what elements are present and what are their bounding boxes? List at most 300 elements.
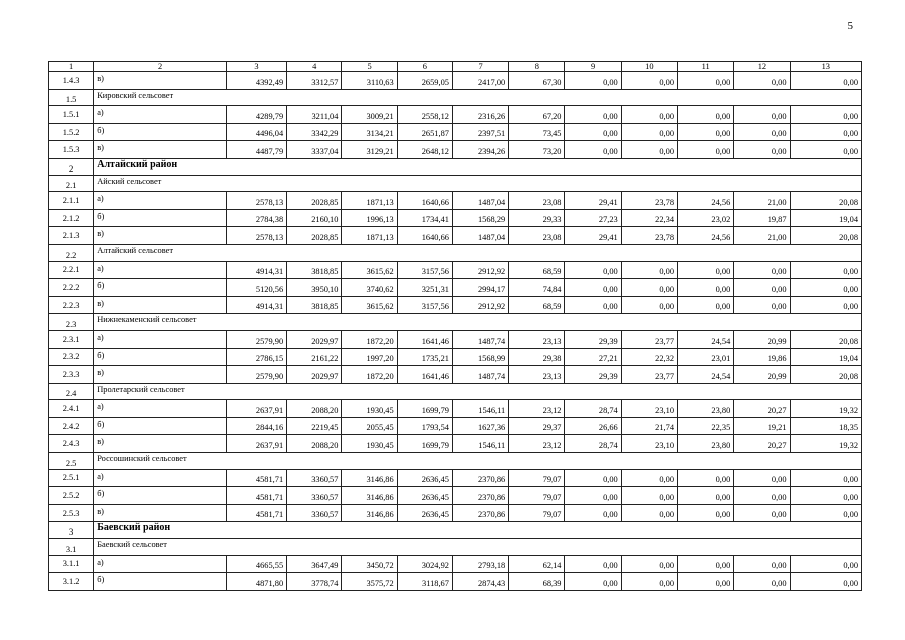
value-cell: 23,77 xyxy=(621,330,677,348)
value-cell: 2912,92 xyxy=(452,261,508,279)
value-cell: 0,00 xyxy=(621,123,677,141)
value-cell: 0,00 xyxy=(621,573,677,591)
value-cell: 23,78 xyxy=(621,192,677,210)
row-label: б) xyxy=(94,573,227,591)
value-cell: 0,00 xyxy=(734,469,790,487)
value-cell: 3450,72 xyxy=(342,555,397,573)
value-cell: 1546,11 xyxy=(452,400,508,418)
table-row xyxy=(49,417,862,435)
value-cell: 0,00 xyxy=(790,123,861,141)
value-cell: 3134,21 xyxy=(342,123,397,141)
table-row xyxy=(49,296,862,314)
value-cell: 1487,04 xyxy=(452,227,508,245)
value-cell: 4665,55 xyxy=(226,555,286,573)
value-cell: 0,00 xyxy=(621,469,677,487)
value-cell: 23,12 xyxy=(509,435,565,453)
value-cell: 23,01 xyxy=(678,348,734,366)
value-cell: 2578,13 xyxy=(226,192,286,210)
value-cell: 0,00 xyxy=(678,123,734,141)
value-cell: 4392,49 xyxy=(226,72,286,90)
value-cell: 26,66 xyxy=(565,417,621,435)
row-label: а) xyxy=(94,400,227,418)
value-cell: 2784,38 xyxy=(226,209,286,227)
value-cell: 2648,12 xyxy=(397,141,452,159)
value-cell: 0,00 xyxy=(734,296,790,314)
value-cell: 3337,04 xyxy=(287,141,342,159)
value-cell: 2637,91 xyxy=(226,400,286,418)
value-cell: 27,23 xyxy=(565,209,621,227)
row-code: 2.1.2 xyxy=(49,209,94,227)
value-cell: 2219,45 xyxy=(287,417,342,435)
value-cell: 4496,04 xyxy=(226,123,286,141)
value-cell: 0,00 xyxy=(790,469,861,487)
value-cell: 1640,66 xyxy=(397,227,452,245)
value-cell: 0,00 xyxy=(678,261,734,279)
value-cell: 3157,56 xyxy=(397,261,452,279)
value-cell: 20,08 xyxy=(790,366,861,384)
table-row xyxy=(49,192,862,210)
row-code: 1.5 xyxy=(49,89,94,106)
column-number-cell: 6 xyxy=(397,62,452,72)
value-cell: 3009,21 xyxy=(342,106,397,124)
column-number-cell: 2 xyxy=(94,62,227,72)
value-cell: 0,00 xyxy=(678,141,734,159)
row-label: в) xyxy=(94,72,227,90)
value-cell: 23,02 xyxy=(678,209,734,227)
value-cell: 4289,79 xyxy=(226,106,286,124)
value-cell: 1930,45 xyxy=(342,435,397,453)
row-label: а) xyxy=(94,192,227,210)
value-cell: 1640,66 xyxy=(397,192,452,210)
value-cell: 1487,74 xyxy=(452,330,508,348)
value-cell: 0,00 xyxy=(565,573,621,591)
value-cell: 28,74 xyxy=(565,400,621,418)
row-code: 2.4.3 xyxy=(49,435,94,453)
value-cell: 22,32 xyxy=(621,348,677,366)
column-number-cell: 5 xyxy=(342,62,397,72)
value-cell: 0,00 xyxy=(790,279,861,297)
value-cell: 0,00 xyxy=(790,555,861,573)
value-cell: 29,39 xyxy=(565,366,621,384)
value-cell: 68,39 xyxy=(509,573,565,591)
value-cell: 22,35 xyxy=(678,417,734,435)
value-cell: 1872,20 xyxy=(342,366,397,384)
table-body xyxy=(49,62,862,591)
value-cell: 2636,45 xyxy=(397,487,452,505)
value-cell: 1871,13 xyxy=(342,227,397,245)
value-cell: 1871,13 xyxy=(342,192,397,210)
value-cell: 2088,20 xyxy=(287,400,342,418)
value-cell: 4914,31 xyxy=(226,296,286,314)
value-cell: 3146,86 xyxy=(342,504,397,522)
value-cell: 0,00 xyxy=(734,573,790,591)
value-cell: 29,37 xyxy=(509,417,565,435)
value-cell: 2028,85 xyxy=(287,192,342,210)
row-label: в) xyxy=(94,141,227,159)
value-cell: 0,00 xyxy=(790,573,861,591)
value-cell: 0,00 xyxy=(734,504,790,522)
value-cell: 5120,56 xyxy=(226,279,286,297)
value-cell: 0,00 xyxy=(790,296,861,314)
value-cell: 2370,86 xyxy=(452,487,508,505)
row-label: б) xyxy=(94,417,227,435)
value-cell: 79,07 xyxy=(509,504,565,522)
value-cell: 2659,05 xyxy=(397,72,452,90)
row-code: 2.5.1 xyxy=(49,469,94,487)
value-cell: 1699,79 xyxy=(397,435,452,453)
value-cell: 3146,86 xyxy=(342,469,397,487)
value-cell: 0,00 xyxy=(565,123,621,141)
row-code: 2.3 xyxy=(49,314,94,331)
value-cell: 0,00 xyxy=(565,504,621,522)
value-cell: 21,00 xyxy=(734,192,790,210)
value-cell: 20,27 xyxy=(734,435,790,453)
value-cell: 29,41 xyxy=(565,227,621,245)
value-cell: 1568,99 xyxy=(452,348,508,366)
row-code: 2.2 xyxy=(49,244,94,261)
page-number: 5 xyxy=(847,20,853,32)
row-label: а) xyxy=(94,106,227,124)
table-row xyxy=(49,555,862,573)
row-code: 2.1 xyxy=(49,175,94,192)
value-cell: 1793,54 xyxy=(397,417,452,435)
row-code: 2.2.3 xyxy=(49,296,94,314)
value-cell: 0,00 xyxy=(734,123,790,141)
value-cell: 2651,87 xyxy=(397,123,452,141)
value-cell: 0,00 xyxy=(565,261,621,279)
value-cell: 23,80 xyxy=(678,435,734,453)
value-cell: 0,00 xyxy=(565,106,621,124)
value-cell: 4871,80 xyxy=(226,573,286,591)
value-cell: 23,10 xyxy=(621,400,677,418)
value-cell: 29,39 xyxy=(565,330,621,348)
table-row xyxy=(49,469,862,487)
value-cell: 1872,20 xyxy=(342,330,397,348)
value-cell: 68,59 xyxy=(509,296,565,314)
value-cell: 68,59 xyxy=(509,261,565,279)
value-cell: 2029,97 xyxy=(287,366,342,384)
value-cell: 0,00 xyxy=(790,487,861,505)
value-cell: 1699,79 xyxy=(397,400,452,418)
value-cell: 20,08 xyxy=(790,192,861,210)
column-number-row xyxy=(49,62,862,72)
value-cell: 20,99 xyxy=(734,366,790,384)
row-code: 2.3.1 xyxy=(49,330,94,348)
value-cell: 2874,43 xyxy=(452,573,508,591)
value-cell: 1930,45 xyxy=(342,400,397,418)
value-cell: 19,04 xyxy=(790,348,861,366)
row-code: 3.1.2 xyxy=(49,573,94,591)
value-cell: 20,08 xyxy=(790,330,861,348)
value-cell: 2912,92 xyxy=(452,296,508,314)
value-cell: 23,80 xyxy=(678,400,734,418)
row-code: 1.4.3 xyxy=(49,72,94,90)
value-cell: 0,00 xyxy=(734,141,790,159)
row-label: а) xyxy=(94,469,227,487)
value-cell: 3647,49 xyxy=(287,555,342,573)
column-number-cell: 7 xyxy=(452,62,508,72)
value-cell: 0,00 xyxy=(565,296,621,314)
value-cell: 0,00 xyxy=(678,487,734,505)
table-row xyxy=(49,106,862,124)
row-code: 2.5 xyxy=(49,453,94,470)
value-cell: 4914,31 xyxy=(226,261,286,279)
row-code: 1.5.3 xyxy=(49,141,94,159)
value-cell: 29,38 xyxy=(509,348,565,366)
value-cell: 3950,10 xyxy=(287,279,342,297)
value-cell: 3575,72 xyxy=(342,573,397,591)
value-cell: 0,00 xyxy=(678,72,734,90)
value-cell: 19,87 xyxy=(734,209,790,227)
value-cell: 0,00 xyxy=(565,141,621,159)
value-cell: 0,00 xyxy=(621,504,677,522)
settlement-title: Россошинский сельсовет xyxy=(94,453,862,470)
value-cell: 0,00 xyxy=(790,504,861,522)
value-cell: 2558,12 xyxy=(397,106,452,124)
value-cell: 67,20 xyxy=(509,106,565,124)
table-row xyxy=(49,123,862,141)
column-number-cell: 3 xyxy=(226,62,286,72)
value-cell: 0,00 xyxy=(678,573,734,591)
row-code: 2.5.3 xyxy=(49,504,94,522)
value-cell: 2160,10 xyxy=(287,209,342,227)
value-cell: 3615,62 xyxy=(342,296,397,314)
value-cell: 2994,17 xyxy=(452,279,508,297)
value-cell: 29,33 xyxy=(509,209,565,227)
value-cell: 0,00 xyxy=(678,106,734,124)
value-cell: 3312,57 xyxy=(287,72,342,90)
value-cell: 2579,90 xyxy=(226,366,286,384)
column-number-cell: 10 xyxy=(621,62,677,72)
value-cell: 1641,46 xyxy=(397,330,452,348)
row-label: б) xyxy=(94,123,227,141)
value-cell: 0,00 xyxy=(678,279,734,297)
value-cell: 23,13 xyxy=(509,330,565,348)
row-label: в) xyxy=(94,296,227,314)
table-row xyxy=(49,209,862,227)
table-row xyxy=(49,348,862,366)
value-cell: 0,00 xyxy=(621,141,677,159)
row-label: б) xyxy=(94,487,227,505)
value-cell: 2088,20 xyxy=(287,435,342,453)
value-cell: 2394,26 xyxy=(452,141,508,159)
row-code: 2.2.2 xyxy=(49,279,94,297)
settlement-title: Пролетарский сельсовет xyxy=(94,383,862,400)
table-row xyxy=(49,366,862,384)
value-cell: 0,00 xyxy=(734,106,790,124)
row-code: 2.4 xyxy=(49,383,94,400)
column-number-cell: 12 xyxy=(734,62,790,72)
value-cell: 4487,79 xyxy=(226,141,286,159)
row-code: 1.5.2 xyxy=(49,123,94,141)
column-number-cell: 8 xyxy=(509,62,565,72)
value-cell: 3110,63 xyxy=(342,72,397,90)
table-row xyxy=(49,435,862,453)
value-cell: 19,32 xyxy=(790,400,861,418)
value-cell: 3251,31 xyxy=(397,279,452,297)
value-cell: 3211,04 xyxy=(287,106,342,124)
row-label: в) xyxy=(94,504,227,522)
value-cell: 1487,74 xyxy=(452,366,508,384)
value-cell: 0,00 xyxy=(565,469,621,487)
value-cell: 3740,62 xyxy=(342,279,397,297)
value-cell: 23,10 xyxy=(621,435,677,453)
table-row xyxy=(49,227,862,245)
settlement-row xyxy=(49,314,862,331)
value-cell: 2793,18 xyxy=(452,555,508,573)
value-cell: 0,00 xyxy=(678,504,734,522)
district-title: Баевский район xyxy=(94,522,862,539)
settlement-title: Алтайский сельсовет xyxy=(94,244,862,261)
value-cell: 2397,51 xyxy=(452,123,508,141)
row-label: а) xyxy=(94,555,227,573)
value-cell: 21,74 xyxy=(621,417,677,435)
value-cell: 2578,13 xyxy=(226,227,286,245)
value-cell: 79,07 xyxy=(509,469,565,487)
value-cell: 73,45 xyxy=(509,123,565,141)
value-cell: 3615,62 xyxy=(342,261,397,279)
value-cell: 2029,97 xyxy=(287,330,342,348)
table-row xyxy=(49,573,862,591)
value-cell: 2636,45 xyxy=(397,469,452,487)
settlement-row xyxy=(49,175,862,192)
value-cell: 4581,71 xyxy=(226,469,286,487)
value-cell: 1546,11 xyxy=(452,435,508,453)
value-cell: 3024,92 xyxy=(397,555,452,573)
value-cell: 74,84 xyxy=(509,279,565,297)
value-cell: 21,00 xyxy=(734,227,790,245)
row-label: а) xyxy=(94,261,227,279)
value-cell: 1568,29 xyxy=(452,209,508,227)
value-cell: 23,77 xyxy=(621,366,677,384)
row-code: 2.1.1 xyxy=(49,192,94,210)
row-label: а) xyxy=(94,330,227,348)
value-cell: 19,21 xyxy=(734,417,790,435)
table-row xyxy=(49,141,862,159)
row-label: в) xyxy=(94,435,227,453)
row-code: 2 xyxy=(49,158,94,175)
value-cell: 20,08 xyxy=(790,227,861,245)
value-cell: 23,12 xyxy=(509,400,565,418)
value-cell: 0,00 xyxy=(734,279,790,297)
value-cell: 1997,20 xyxy=(342,348,397,366)
value-cell: 0,00 xyxy=(734,487,790,505)
value-cell: 23,78 xyxy=(621,227,677,245)
value-cell: 2370,86 xyxy=(452,504,508,522)
row-code: 3.1 xyxy=(49,539,94,556)
value-cell: 67,30 xyxy=(509,72,565,90)
value-cell: 4581,71 xyxy=(226,487,286,505)
district-title: Алтайский район xyxy=(94,158,862,175)
column-number-cell: 11 xyxy=(678,62,734,72)
value-cell: 23,08 xyxy=(509,227,565,245)
value-cell: 0,00 xyxy=(678,296,734,314)
value-cell: 0,00 xyxy=(621,72,677,90)
value-cell: 1487,04 xyxy=(452,192,508,210)
value-cell: 19,04 xyxy=(790,209,861,227)
row-code: 2.3.2 xyxy=(49,348,94,366)
settlement-title: Кировский сельсовет xyxy=(94,89,862,106)
row-code: 2.2.1 xyxy=(49,261,94,279)
value-cell: 62,14 xyxy=(509,555,565,573)
row-code: 1.5.1 xyxy=(49,106,94,124)
value-cell: 0,00 xyxy=(734,72,790,90)
value-cell: 3360,57 xyxy=(287,504,342,522)
column-number-cell: 4 xyxy=(287,62,342,72)
value-cell: 3360,57 xyxy=(287,487,342,505)
value-cell: 3342,29 xyxy=(287,123,342,141)
value-cell: 4581,71 xyxy=(226,504,286,522)
value-cell: 20,99 xyxy=(734,330,790,348)
value-cell: 2316,26 xyxy=(452,106,508,124)
value-cell: 0,00 xyxy=(565,555,621,573)
value-cell: 2028,85 xyxy=(287,227,342,245)
value-cell: 3778,74 xyxy=(287,573,342,591)
value-cell: 0,00 xyxy=(621,106,677,124)
value-cell: 73,20 xyxy=(509,141,565,159)
value-cell: 0,00 xyxy=(621,279,677,297)
settlement-title: Нижнекаменский сельсовет xyxy=(94,314,862,331)
value-cell: 2637,91 xyxy=(226,435,286,453)
value-cell: 24,54 xyxy=(678,330,734,348)
value-cell: 79,07 xyxy=(509,487,565,505)
value-cell: 3360,57 xyxy=(287,469,342,487)
row-label: б) xyxy=(94,279,227,297)
settlement-row xyxy=(49,539,862,556)
value-cell: 0,00 xyxy=(621,555,677,573)
value-cell: 2579,90 xyxy=(226,330,286,348)
value-cell: 3129,21 xyxy=(342,141,397,159)
value-cell: 0,00 xyxy=(790,72,861,90)
tariff-table xyxy=(48,61,862,591)
value-cell: 3157,56 xyxy=(397,296,452,314)
value-cell: 0,00 xyxy=(621,261,677,279)
value-cell: 0,00 xyxy=(621,296,677,314)
value-cell: 1641,46 xyxy=(397,366,452,384)
row-code: 3 xyxy=(49,522,94,539)
value-cell: 0,00 xyxy=(790,141,861,159)
value-cell: 2161,22 xyxy=(287,348,342,366)
column-number-cell: 1 xyxy=(49,62,94,72)
table-row xyxy=(49,261,862,279)
value-cell: 24,54 xyxy=(678,366,734,384)
value-cell: 28,74 xyxy=(565,435,621,453)
value-cell: 1996,13 xyxy=(342,209,397,227)
row-code: 2.1.3 xyxy=(49,227,94,245)
value-cell: 0,00 xyxy=(734,555,790,573)
settlement-row xyxy=(49,453,862,470)
value-cell: 2055,45 xyxy=(342,417,397,435)
settlement-row xyxy=(49,383,862,400)
value-cell: 0,00 xyxy=(565,487,621,505)
settlement-row xyxy=(49,244,862,261)
value-cell: 24,56 xyxy=(678,227,734,245)
value-cell: 2370,86 xyxy=(452,469,508,487)
value-cell: 24,56 xyxy=(678,192,734,210)
value-cell: 0,00 xyxy=(565,72,621,90)
value-cell: 0,00 xyxy=(678,555,734,573)
value-cell: 3818,85 xyxy=(287,261,342,279)
table-row xyxy=(49,487,862,505)
row-code: 3.1.1 xyxy=(49,555,94,573)
value-cell: 23,13 xyxy=(509,366,565,384)
value-cell: 0,00 xyxy=(565,279,621,297)
column-number-cell: 9 xyxy=(565,62,621,72)
value-cell: 3118,67 xyxy=(397,573,452,591)
value-cell: 3818,85 xyxy=(287,296,342,314)
row-label: в) xyxy=(94,366,227,384)
value-cell: 3146,86 xyxy=(342,487,397,505)
